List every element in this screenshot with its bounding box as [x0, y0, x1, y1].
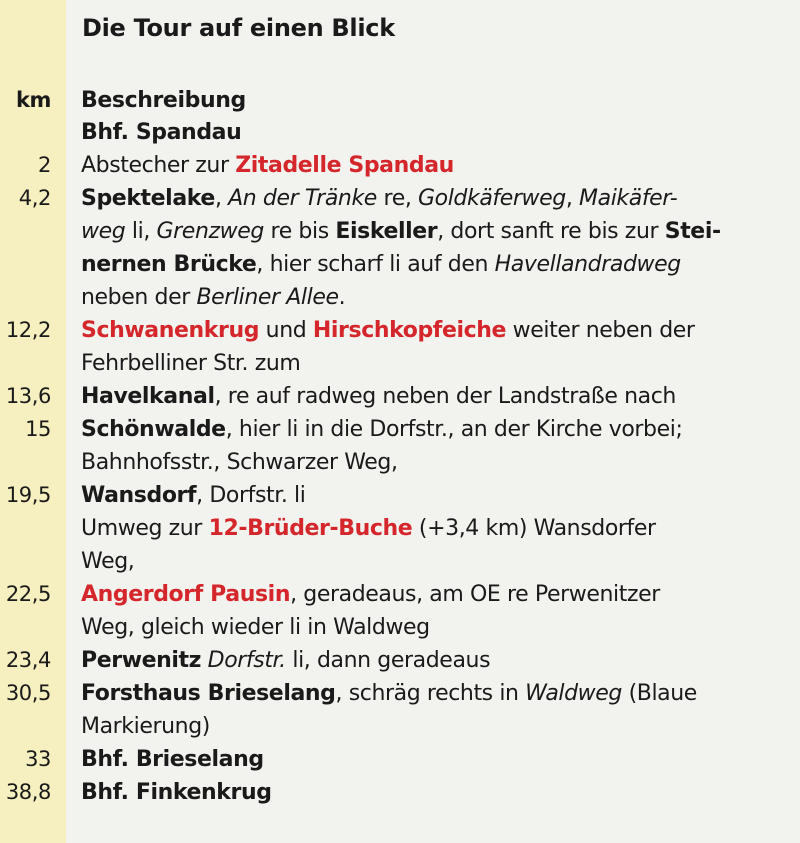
street-name: Goldkäferweg: [418, 186, 566, 211]
street-name: Dorfstr.: [207, 648, 286, 673]
page-title: Die Tour auf einen Blick: [82, 14, 395, 42]
highlight-place: Hirschkopfeiche: [312, 318, 507, 343]
description-text: , hier scharf li auf den: [256, 252, 495, 277]
description-text: , schräg rechts in: [335, 681, 526, 706]
place-name: Perwenitz: [81, 648, 202, 673]
place-name: Wansdorf: [81, 483, 197, 508]
description-line: [81, 776, 787, 809]
km-value: 13,6: [5, 384, 51, 408]
km-value: 12,2: [5, 318, 51, 342]
street-name: Maikäfer-: [579, 186, 678, 211]
description-line: [81, 710, 787, 743]
tour-row: [0, 479, 790, 512]
description-line: [81, 248, 787, 281]
highlight-place: Zitadelle Spandau: [235, 153, 454, 178]
tour-row: [0, 677, 790, 743]
tour-row: [0, 578, 790, 644]
description-line: [81, 215, 787, 248]
description-line: [81, 479, 787, 512]
description-line: [81, 446, 787, 479]
description-line: [81, 182, 787, 215]
tour-row: [0, 413, 790, 479]
street-name: Havellandradweg: [494, 252, 681, 277]
km-value: 23,4: [5, 648, 51, 672]
street-name: weg: [81, 219, 126, 244]
highlight-place: Angerdorf Pausin: [81, 582, 291, 607]
km-value: 4,2: [18, 186, 51, 210]
description-line: [81, 743, 787, 776]
description-line: [81, 380, 787, 413]
description-line: [81, 611, 787, 644]
description-text: Weg, gleich wieder li in Waldweg: [81, 615, 430, 640]
description-text: li,: [125, 219, 157, 244]
km-value: 15: [25, 417, 51, 441]
description-text: Fehrbelliner Str. zum: [81, 351, 301, 376]
tour-row: [0, 116, 790, 149]
street-name: Grenzweg: [156, 219, 264, 244]
description-text: Markierung): [81, 714, 210, 739]
tour-row: [0, 512, 790, 578]
description-line: [81, 314, 787, 347]
tour-row: [0, 314, 790, 380]
tour-row: [0, 149, 790, 182]
description-text: (Blaue: [621, 681, 697, 706]
description-text: ,: [214, 186, 229, 211]
description-column-header: Beschreibung: [81, 88, 246, 113]
place-name: Forsthaus Brieselang: [81, 681, 336, 706]
highlight-place: 12-Brüder-Buche: [208, 516, 413, 541]
description-text: li, dann geradeaus: [285, 648, 491, 673]
tour-row: [0, 743, 790, 776]
km-value: 33: [25, 747, 51, 771]
description-line: [81, 512, 787, 545]
place-name: Spektelake: [81, 186, 215, 211]
place-name: Stei-: [664, 219, 721, 244]
description-text: und: [259, 318, 313, 343]
highlight-place: Schwanenkrug: [81, 318, 260, 343]
description-text: [201, 648, 208, 673]
description-text: neben der: [81, 285, 197, 310]
km-value: 2: [38, 153, 51, 177]
description-text: , dort sanft re bis zur: [437, 219, 665, 244]
km-column-header: km: [15, 88, 51, 112]
description-text: .: [338, 285, 346, 310]
description-line: [81, 677, 787, 710]
place-name: Bhf. Brieselang: [81, 747, 264, 772]
description-line: [81, 116, 787, 149]
description-text: (+3,4 km) Wansdorfer: [412, 516, 656, 541]
description-text: re,: [376, 186, 419, 211]
description-text: , hier li in die Dorfstr., an der Kirche vorbei;: [225, 417, 683, 442]
place-name: Schönwalde: [81, 417, 226, 442]
place-name: Bhf. Finkenkrug: [81, 780, 272, 805]
description-text: re bis: [263, 219, 336, 244]
street-name: Berliner Allee: [196, 285, 339, 310]
description-text: Weg,: [81, 549, 135, 574]
description-line: [81, 545, 787, 578]
place-name: Havelkanal: [81, 384, 215, 409]
description-text: , geradeaus, am OE re Perwenitzer: [290, 582, 660, 607]
description-text: Bahnhofsstr., Schwarzer Weg,: [81, 450, 398, 475]
tour-row: [0, 776, 790, 809]
description-text: Abstecher zur: [81, 153, 236, 178]
place-name: nernen Brücke: [81, 252, 257, 277]
street-name: An der Tränke: [228, 186, 377, 211]
description-text: ,: [565, 186, 580, 211]
km-value: 22,5: [5, 582, 51, 606]
description-line: [81, 578, 787, 611]
place-name: Bhf. Spandau: [81, 120, 242, 145]
tour-row: [0, 380, 790, 413]
description-text: Umweg zur: [81, 516, 209, 541]
description-line: [81, 347, 787, 380]
description-line: [81, 149, 787, 182]
description-text: weiter neben der: [506, 318, 695, 343]
tour-row: [0, 644, 790, 677]
description-line: [81, 281, 787, 314]
km-value: 30,5: [5, 681, 51, 705]
description-text: , re auf radweg neben der Landstraße nach: [214, 384, 676, 409]
km-value: 19,5: [5, 483, 51, 507]
street-name: Waldweg: [525, 681, 622, 706]
tour-row: [0, 182, 790, 314]
km-value: 38,8: [5, 780, 51, 804]
description-line: [81, 644, 787, 677]
description-line: [81, 413, 787, 446]
place-name: Eiskeller: [335, 219, 438, 244]
description-text: , Dorfstr. li: [196, 483, 306, 508]
